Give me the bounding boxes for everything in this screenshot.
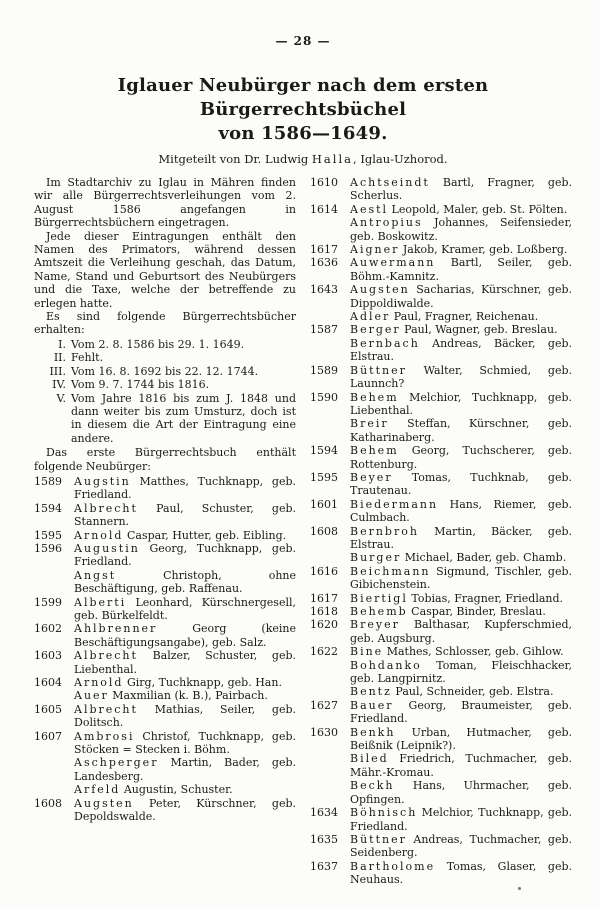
entry-details: Bartl, Seiler, geb. Böhm.-Kamnitz. — [350, 256, 572, 283]
entry-year: 1620 — [310, 618, 338, 632]
entry-year: 1589 — [310, 363, 338, 377]
entry-surname: Arnold — [74, 676, 124, 690]
register-entries-right — [310, 176, 572, 887]
register-entry — [310, 364, 572, 391]
entry-text — [350, 699, 572, 726]
entry-year: 1614 — [310, 202, 338, 216]
entry-text — [74, 502, 296, 529]
entry-text — [74, 529, 296, 542]
register-entry — [310, 618, 572, 645]
entry-details: Georg, Tuchscherer, geb. Rottenburg. — [350, 444, 572, 471]
entry-year: 1622 — [310, 645, 338, 659]
entry-year: 1589 — [34, 474, 62, 488]
byline-suffix: , Iglau-Uzhorod. — [353, 152, 448, 166]
book-list-item — [40, 351, 296, 364]
entry-surname: Büttner — [350, 832, 407, 846]
entry-details: Andreas, Bäcker, geb. Elstrau. — [350, 336, 572, 364]
register-entry — [34, 689, 296, 702]
entry-surname: Angst — [74, 568, 117, 582]
entry-year: 1594 — [34, 501, 62, 515]
register-entry — [310, 833, 572, 860]
page-number: — 28 — — [275, 34, 331, 48]
register-entry — [310, 592, 572, 605]
book-date-range: Fehlt. — [71, 351, 104, 365]
entry-details: Augustin, Schuster. — [123, 783, 233, 797]
entry-surname: Achtseindt — [350, 176, 430, 189]
entry-year: 1594 — [310, 444, 338, 458]
intro-paragraph-2: Jede dieser Eintragungen enthält den Namen des Primators, während dessen Amtszeit die Verleihung geschah, das Datum, Name, Stand und Geburtsort des Neubürgers und die Taxe, welche der betreffende zu erlegen hatte. — [34, 229, 296, 310]
entry-text — [74, 783, 296, 796]
register-entry — [310, 605, 572, 618]
register-entry — [310, 699, 572, 726]
entry-text — [350, 592, 572, 605]
entry-details: Tomas, Glaser, geb. Neuhaus. — [350, 859, 572, 887]
register-entry — [34, 622, 296, 649]
entry-surname: Beckh — [350, 779, 395, 793]
two-column-layout — [34, 176, 572, 887]
entry-year: 1599 — [34, 595, 62, 609]
entry-details: Mathias, Seiler, geb. Dolitsch. — [74, 702, 296, 730]
book-list-item — [40, 365, 296, 378]
entry-details: Paul, Fragner, Reichenau. — [393, 310, 539, 324]
entry-text — [350, 659, 572, 686]
entry-text — [74, 596, 296, 623]
book-list-item — [40, 378, 296, 391]
entry-details: Tobias, Fragner, Friedland. — [411, 591, 564, 605]
entry-year: 1607 — [34, 729, 62, 743]
entry-surname: Bernbroh — [350, 524, 419, 538]
entry-year: 1595 — [34, 528, 62, 542]
entry-details: Georg, Tuchknapp, geb. Friedland. — [74, 541, 296, 569]
entry-text — [350, 645, 572, 658]
register-entry — [310, 243, 572, 256]
entry-details: Caspar, Binder, Breslau. — [411, 605, 546, 618]
entry-details: Sigmund, Tischler, geb. Gibichenstein. — [350, 564, 573, 592]
register-entry — [310, 310, 572, 323]
entry-surname: Arnold — [74, 528, 124, 542]
entry-surname: Augustin — [74, 541, 140, 555]
entry-text — [350, 310, 572, 323]
entry-year: 1596 — [34, 541, 62, 555]
register-entry — [310, 391, 572, 418]
entry-year: 1616 — [310, 564, 338, 578]
register-entry — [310, 203, 572, 216]
entry-text — [350, 337, 572, 364]
entry-year: 1617 — [310, 591, 338, 605]
book-date-range: Vom 16. 8. 1692 bis 22. 12. 1744. — [71, 364, 259, 378]
entry-details: Martin, Bader, geb. Landesberg. — [74, 756, 297, 783]
entry-details: Paul, Wagner, geb. Breslau. — [404, 323, 558, 337]
entry-surname: Böhnisch — [350, 806, 418, 820]
book-date-range: Vom 9. 7. 1744 bis 1816. — [71, 378, 210, 392]
intro-paragraph-3: Es sind folgende Bürgerrechtsbücher erhalten: — [34, 310, 296, 337]
entry-year: 1587 — [310, 323, 338, 337]
entry-surname: Biedermann — [350, 497, 439, 511]
entry-year: 1636 — [310, 256, 338, 270]
entry-text — [350, 216, 572, 243]
entry-details: Christof, Tuchknapp, geb. Stöcken = Stecken i. Böhm. — [74, 729, 297, 757]
entry-surname: Büttner — [350, 363, 407, 377]
entry-year: 1637 — [310, 859, 338, 873]
entry-details: Johannes, Seifensieder, geb. Boskowitz. — [350, 216, 572, 243]
register-entry — [310, 417, 572, 444]
entry-surname: Augstin — [74, 474, 131, 488]
entry-surname: Berger — [350, 323, 401, 337]
entry-details: Balthasar, Kupferschmied, geb. Augsburg. — [350, 618, 573, 645]
register-entry — [310, 525, 572, 552]
entry-surname: Biertigl — [350, 591, 408, 605]
book-date-range: Vom Jahre 1816 bis zum J. 1848 und dann weiter bis zum Umsturz, doch ist in diesem die Art der Eintragung eine andere. — [71, 391, 296, 445]
entry-year: 1630 — [310, 725, 338, 739]
entry-text — [350, 833, 572, 860]
entry-details: Girg, Tuchknapp, geb. Han. — [126, 676, 282, 690]
entry-year: 1603 — [34, 649, 62, 663]
entry-details: Jakob, Kramer, geb. Loßberg. — [402, 243, 568, 257]
entry-surname: Behem — [350, 444, 399, 458]
entry-details: Christoph, ohne Beschäftigung, geb. Raffenau. — [74, 568, 296, 596]
register-entry — [310, 685, 572, 698]
book-number: IV. — [52, 378, 66, 392]
entry-text — [350, 471, 572, 498]
entry-text — [350, 525, 572, 552]
register-entry — [310, 779, 572, 806]
register-entry — [310, 256, 572, 283]
register-entry — [310, 551, 572, 564]
entry-text — [350, 806, 572, 833]
entry-text — [350, 779, 572, 806]
entry-text — [350, 605, 572, 618]
entry-surname: Alberti — [74, 595, 127, 609]
register-entry — [310, 498, 572, 525]
register-entry — [310, 645, 572, 658]
entry-surname: Arfeld — [74, 783, 121, 797]
article-title-line2: von 1586—1649. — [218, 123, 388, 144]
entry-surname: Auer — [74, 689, 109, 703]
entry-text — [350, 860, 572, 887]
entry-details: Leonhard, Kürschnergesell, geb. Bürkelfeldt. — [74, 595, 296, 622]
register-entry — [34, 797, 296, 824]
entry-text — [350, 752, 572, 779]
entry-details: Bartl, Fragner, geb. Scherlus. — [350, 176, 572, 203]
register-entry — [310, 176, 572, 203]
entry-year: 1605 — [34, 702, 62, 716]
entry-year: 1634 — [310, 806, 338, 820]
register-entry — [34, 596, 296, 623]
entry-details: Georg, Braumeister, geb. Friedland. — [350, 698, 572, 726]
register-entry — [34, 542, 296, 569]
entry-year: 1608 — [310, 524, 338, 538]
entry-year: 1595 — [310, 470, 338, 484]
entry-year: 1643 — [310, 283, 338, 297]
entry-year: 1635 — [310, 832, 338, 846]
entry-details: Hans, Uhrmacher, geb. Opfingen. — [350, 779, 572, 806]
register-entry — [310, 444, 572, 471]
entry-text — [74, 676, 296, 689]
book-list-item — [40, 338, 296, 351]
entry-surname: Bartholome — [350, 859, 436, 873]
register-entry — [34, 703, 296, 730]
book-number: I. — [58, 337, 66, 351]
entry-text — [350, 685, 572, 698]
entry-text — [350, 243, 572, 256]
entry-text — [350, 551, 572, 564]
entry-details: Matthes, Tuchknapp, geb. Friedland. — [74, 474, 296, 502]
entry-details: Urban, Hutmacher, geb. Beißnik (Leipnik?). — [350, 725, 572, 753]
entry-text — [74, 703, 296, 730]
entry-details: Walter, Schmied, geb. Launnch? — [350, 363, 573, 391]
entry-text — [350, 323, 572, 336]
entry-details: Tomas, Tuchknab, geb. Trautenau. — [350, 470, 572, 498]
register-entry — [34, 475, 296, 502]
register-entry — [310, 659, 572, 686]
entry-details: Sacharias, Kürschner, geb. Dippoldiwalde. — [350, 283, 572, 310]
entry-surname: Aschperger — [74, 756, 159, 770]
entry-text — [74, 622, 296, 649]
entry-details: Maxmilian (k. B.), Pairbach. — [112, 689, 268, 703]
entry-surname: Auwermann — [350, 256, 436, 270]
entry-details: Paul, Schuster, geb. Stannern. — [74, 501, 296, 529]
entry-details: Georg (keine Beschäftigungsangabe), geb. Salz. — [74, 622, 296, 649]
entry-text — [350, 565, 572, 592]
entry-text — [74, 797, 296, 824]
entry-text — [350, 498, 572, 525]
entry-text — [350, 256, 572, 283]
entry-year: 1590 — [310, 390, 338, 404]
register-entry — [310, 323, 572, 336]
entry-details: Toman, Fleischhacker, geb. Langpirnitz. — [350, 658, 572, 686]
intro-paragraph-1: Im Stadtarchiv zu Iglau in Mähren finden wir alle Bürgerrechtsverleihungen vom 2. August 1586 angefangen in Bürgerrechtsbüchern eingetragen. — [34, 176, 296, 230]
register-books-list — [40, 338, 296, 445]
entry-surname: Bine — [350, 645, 384, 659]
entry-details: Melchior, Tuchknapp, geb. Liebenthal. — [350, 390, 572, 417]
entry-surname: Bernbach — [350, 336, 420, 350]
entry-text — [74, 730, 296, 757]
entry-surname: Albrecht — [74, 501, 138, 515]
book-number: V. — [56, 391, 66, 405]
entry-surname: Adler — [350, 310, 391, 324]
entry-details: Andreas, Tuchmacher, geb. Seidenberg. — [350, 832, 572, 860]
entry-details: Caspar, Hutter, geb. Eibling. — [126, 528, 287, 542]
register-entry — [34, 756, 296, 783]
entry-text — [350, 364, 572, 391]
entry-surname: Ambrosi — [74, 729, 135, 743]
entry-surname: Breyer — [350, 618, 400, 632]
entry-details: Steffan, Kürschner, geb. Katharinaberg. — [350, 417, 572, 444]
byline-prefix: Mitgeteilt von Dr. Ludwig — [158, 152, 312, 166]
entry-surname: Bohdanko — [350, 658, 422, 672]
entry-text — [350, 444, 572, 471]
entry-surname: Antropius — [350, 216, 423, 230]
register-entry — [310, 216, 572, 243]
book-list-item — [40, 392, 296, 446]
register-entry — [310, 337, 572, 364]
entry-year: 1602 — [34, 622, 62, 636]
entry-surname: Augsten — [74, 796, 134, 810]
entry-surname: Aestl — [350, 202, 389, 216]
entry-details: Friedrich, Tuchmacher, geb. Mähr.-Kromau. — [350, 752, 572, 779]
entry-details: Melchior, Tuchknapp, geb. Friedland. — [350, 806, 572, 833]
byline — [34, 152, 572, 166]
register-entry — [34, 649, 296, 676]
right-column — [310, 176, 572, 887]
article-title-line1: Iglauer Neubürger nach dem ersten Bürgerrechtsbüchel — [117, 75, 489, 120]
entry-details: Michael, Bader, geb. Chamb. — [404, 551, 567, 565]
entry-surname: Aigner — [350, 243, 400, 257]
entry-text — [350, 283, 572, 310]
entry-surname: Biled — [350, 752, 389, 766]
entry-text — [74, 569, 296, 596]
entry-text — [350, 391, 572, 418]
entry-surname: Augsten — [350, 283, 410, 297]
register-entry — [310, 283, 572, 310]
scan-artifact-dot — [518, 887, 521, 890]
article-title — [28, 74, 578, 146]
entry-surname: Breir — [350, 417, 389, 431]
entry-details: Peter, Kürschner, geb. Depoldswalde. — [74, 796, 296, 824]
byline-author-name: Halla — [311, 152, 354, 166]
entry-text — [74, 649, 296, 676]
register-entry — [34, 569, 296, 596]
left-column — [34, 176, 296, 887]
book-date-range: Vom 2. 8. 1586 bis 29. 1. 1649. — [71, 337, 245, 351]
register-entry — [34, 783, 296, 796]
entry-surname: Bauer — [350, 698, 394, 712]
register-entry — [310, 752, 572, 779]
entry-year: 1601 — [310, 497, 338, 511]
entry-year: 1617 — [310, 243, 338, 257]
register-entry — [34, 502, 296, 529]
entry-surname: Bentz — [350, 685, 392, 699]
entry-details: Mathes, Schlosser, geb. Gihlow. — [386, 645, 564, 659]
entry-year: 1604 — [34, 676, 62, 690]
entry-details: Paul, Schneider, geb. Elstra. — [395, 685, 554, 699]
entry-surname: Ahlbrenner — [74, 622, 158, 636]
register-entry — [310, 471, 572, 498]
register-entry — [310, 806, 572, 833]
register-entry — [310, 565, 572, 592]
entry-surname: Burger — [350, 551, 402, 565]
intro-paragraph-4: Das erste Bürgerrechtsbuch enthält folgende Neubürger: — [34, 446, 296, 473]
entry-text — [350, 176, 572, 203]
entry-text — [350, 417, 572, 444]
register-entry — [310, 860, 572, 887]
register-entry — [34, 730, 296, 757]
book-number: III. — [49, 364, 66, 378]
entry-text — [350, 726, 572, 753]
entry-text — [350, 203, 572, 216]
entry-surname: Behem — [350, 390, 399, 404]
entry-details: Hans, Riemer, geb. Culmbach. — [350, 497, 572, 525]
entry-year: 1610 — [310, 176, 338, 189]
entry-text — [74, 756, 296, 783]
register-entries-left — [34, 475, 296, 824]
entry-details: Martin, Bäcker, geb. Elstrau. — [350, 524, 572, 551]
entry-details: Balzer, Schuster, geb. Liebenthal. — [74, 649, 296, 676]
entry-year: 1618 — [310, 605, 338, 618]
book-number: II. — [53, 351, 66, 365]
entry-year: 1608 — [34, 796, 62, 810]
entry-surname: Beichmann — [350, 564, 431, 578]
entry-surname: Albrecht — [74, 702, 138, 716]
entry-year: 1627 — [310, 698, 338, 712]
register-entry — [34, 529, 296, 542]
register-entry — [34, 676, 296, 689]
register-entry — [310, 726, 572, 753]
entry-surname: Behemb — [350, 605, 408, 618]
entry-details: Leopold, Maler, geb. St. Pölten. — [391, 202, 568, 216]
entry-text — [74, 475, 296, 502]
entry-text — [350, 618, 572, 645]
entry-surname: Albrecht — [74, 649, 138, 663]
entry-surname: Benkh — [350, 725, 396, 739]
entry-text — [74, 542, 296, 569]
entry-surname: Beyer — [350, 470, 393, 484]
entry-text — [74, 689, 296, 702]
